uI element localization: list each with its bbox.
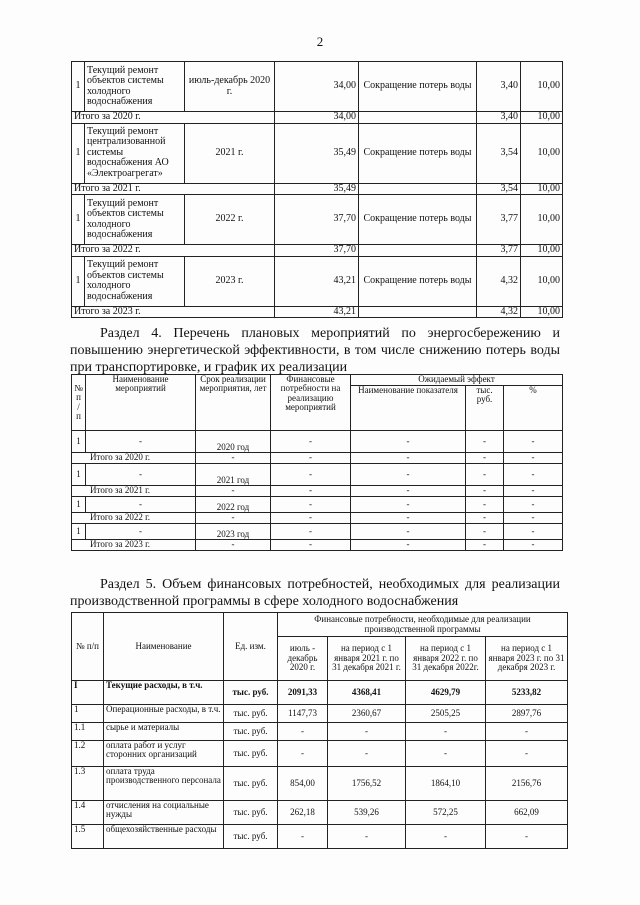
value-1: 4,32 xyxy=(477,306,521,318)
total-row xyxy=(72,245,563,257)
value-2022: 1864,10 xyxy=(406,767,486,801)
value-2020: 262,18 xyxy=(278,801,328,825)
row-number: 1 xyxy=(72,497,86,513)
total-label: Итого за 2021 г. xyxy=(72,486,196,497)
row-number: 1 xyxy=(72,62,85,112)
measure-name: - xyxy=(86,431,196,453)
finance: - xyxy=(271,497,351,513)
t3-header-unit: Ед. изм. xyxy=(224,613,278,681)
value-2020: 2091,33 xyxy=(278,681,328,705)
item-name: Операционные расходы, в т.ч. xyxy=(104,705,224,723)
energy-saving-table xyxy=(71,374,563,551)
rub: - xyxy=(466,497,504,513)
unit: тыс. руб. xyxy=(224,767,278,801)
total-label: Итого за 2020 г. xyxy=(72,453,196,464)
effect-empty xyxy=(359,245,477,257)
effect: Сокращение потерь воды xyxy=(359,123,477,183)
t3-header-p2: на период с 1 января 2021 г. по 31 декабря 2021 г. xyxy=(328,637,406,681)
period: 2023 г. xyxy=(185,256,275,306)
value-2021: 4368,41 xyxy=(328,681,406,705)
rub: - xyxy=(466,464,504,486)
row-number: 1.5 xyxy=(72,825,104,849)
total-row xyxy=(72,183,563,195)
term: - xyxy=(196,540,271,551)
value-2020: 1147,73 xyxy=(278,705,328,723)
row-number: 1.2 xyxy=(72,741,104,767)
financial-needs-table xyxy=(71,612,568,849)
value-2: 10,00 xyxy=(521,112,563,124)
work-name: Текущий ремонт объектов системы холодного водоснабжения xyxy=(85,62,185,112)
value-2022: - xyxy=(406,723,486,741)
indicator: - xyxy=(351,513,466,524)
row-number: 1 xyxy=(72,195,85,245)
table-row xyxy=(72,195,563,245)
total-row xyxy=(72,486,563,497)
table-row xyxy=(72,801,568,825)
value-2020: - xyxy=(278,825,328,849)
value-2022: - xyxy=(406,741,486,767)
rub: - xyxy=(466,513,504,524)
table-row xyxy=(72,825,568,849)
item-name: Текущие расходы, в т.ч. xyxy=(104,681,224,705)
t2-header-pct: % xyxy=(504,386,563,431)
indicator: - xyxy=(351,524,466,540)
t2-header-term: Срок реализации мероприятия, лет xyxy=(196,375,271,431)
value-2023: 2897,76 xyxy=(486,705,568,723)
work-name: Текущий ремонт объектов системы холодного водоснабжения xyxy=(85,256,185,306)
value-2021: - xyxy=(328,723,406,741)
effect-empty xyxy=(359,183,477,195)
period: июль-декабрь 2020 г. xyxy=(185,62,275,112)
measure-name: - xyxy=(86,464,196,486)
item-name: оплата работ и услуг сторонних организаций xyxy=(104,741,224,767)
t3-header-num: № п/п xyxy=(72,613,104,681)
value-2021: - xyxy=(328,825,406,849)
total-row xyxy=(72,112,563,124)
indicator: - xyxy=(351,431,466,453)
effect-empty xyxy=(359,112,477,124)
total-row xyxy=(72,513,563,524)
term: 2023 год xyxy=(196,524,271,540)
value-2022: 572,25 xyxy=(406,801,486,825)
total-label: Итого за 2021 г. xyxy=(72,183,275,195)
work-name: Текущий ремонт объектов системы холодного водоснабжения xyxy=(85,195,185,245)
value-2020: 854,00 xyxy=(278,767,328,801)
total-label: Итого за 2023 г. xyxy=(72,540,196,551)
term: - xyxy=(196,453,271,464)
finance: - xyxy=(271,464,351,486)
unit: тыс. руб. xyxy=(224,825,278,849)
value-1: 3,40 xyxy=(477,112,521,124)
cost: 37,70 xyxy=(275,195,359,245)
value-1: 4,32 xyxy=(477,256,521,306)
t3-header-group: Финансовые потребности, необходимые для реализации производственной программы xyxy=(278,613,568,637)
measure-name: - xyxy=(86,524,196,540)
pct: - xyxy=(504,513,563,524)
row-number: 1 xyxy=(72,524,86,540)
row-number: 1 xyxy=(72,464,86,486)
total-row xyxy=(72,540,563,551)
value-2023: 5233,82 xyxy=(486,681,568,705)
row-number: 1.1 xyxy=(72,723,104,741)
total-label: Итого за 2020 г. xyxy=(72,112,275,124)
cost: 35,49 xyxy=(275,183,359,195)
cost: 43,21 xyxy=(275,256,359,306)
t2-header-name: Наименование мероприятий xyxy=(86,375,196,431)
item-name: отчисления на социальные нужды xyxy=(104,801,224,825)
item-name: сырье и материалы xyxy=(104,723,224,741)
table-row xyxy=(72,431,563,453)
section4-heading: Раздел 4. Перечень плановых мероприятий по энергосбережению и повышению энергетической эффективности, в том числе снижению потерь воды при транспортировке, и график их реализации xyxy=(70,326,560,375)
page-number: 2 xyxy=(316,34,324,49)
row-number: I xyxy=(72,681,104,705)
rub: - xyxy=(466,540,504,551)
item-name: общехозяйственные расходы xyxy=(104,825,224,849)
indicator: - xyxy=(351,540,466,551)
value-2022: 2505,25 xyxy=(406,705,486,723)
indicator: - xyxy=(351,486,466,497)
work-name: Текущий ремонт централизованной системы водоснабжения АО «Электроагрегат» xyxy=(85,123,185,183)
term: 2021 год xyxy=(196,464,271,486)
value-2023: - xyxy=(486,723,568,741)
value-2: 10,00 xyxy=(521,306,563,318)
total-label: Итого за 2023 г. xyxy=(72,306,275,318)
value-2021: - xyxy=(328,741,406,767)
t2-header-indicator: Наименование показателя xyxy=(351,386,466,431)
value-2: 10,00 xyxy=(521,62,563,112)
value-2: 10,00 xyxy=(521,195,563,245)
term: 2020 год xyxy=(196,431,271,453)
indicator: - xyxy=(351,497,466,513)
rub: - xyxy=(466,431,504,453)
t2-header-effect: Ожидаемый эффект xyxy=(351,375,563,386)
unit: тыс. руб. xyxy=(224,723,278,741)
rub: - xyxy=(466,524,504,540)
period: 2022 г. xyxy=(185,195,275,245)
row-number: 1 xyxy=(72,123,85,183)
unit: тыс. руб. xyxy=(224,801,278,825)
table-row xyxy=(72,681,568,705)
value-2022: 4629,79 xyxy=(406,681,486,705)
table-row xyxy=(72,524,563,540)
rub: - xyxy=(466,486,504,497)
section5-heading: Раздел 5. Объем финансовых потребностей, необходимых для реализации производственной программы в сфере холодного водоснабжения xyxy=(70,577,560,609)
value-2021: 1756,52 xyxy=(328,767,406,801)
t3-header-p3: на период с 1 января 2022 г. по 31 декабря 2022г. xyxy=(406,637,486,681)
row-number: 1.3 xyxy=(72,767,104,801)
rub: - xyxy=(466,453,504,464)
unit: тыс. руб. xyxy=(224,741,278,767)
finance: - xyxy=(271,486,351,497)
term: 2022 год xyxy=(196,497,271,513)
unit: тыс. руб. xyxy=(224,705,278,723)
total-label: Итого за 2022 г. xyxy=(72,513,196,524)
value-2: 10,00 xyxy=(521,183,563,195)
effect: Сокращение потерь воды xyxy=(359,195,477,245)
indicator: - xyxy=(351,464,466,486)
table-row xyxy=(72,767,568,801)
total-row xyxy=(72,453,563,464)
table-row xyxy=(72,723,568,741)
cost: 34,00 xyxy=(275,62,359,112)
effect: Сокращение потерь воды xyxy=(359,256,477,306)
effect: Сокращение потерь воды xyxy=(359,62,477,112)
value-1: 3,40 xyxy=(477,62,521,112)
t3-header-p4: на период с 1 января 2023 г. по 31 декабря 2023 г. xyxy=(486,637,568,681)
table-row xyxy=(72,256,563,306)
value-1: 3,77 xyxy=(477,245,521,257)
value-2020: - xyxy=(278,741,328,767)
value-2021: 539,26 xyxy=(328,801,406,825)
finance: - xyxy=(271,431,351,453)
finance: - xyxy=(271,453,351,464)
pct: - xyxy=(504,453,563,464)
t2-header-num: № п / п xyxy=(72,375,86,431)
table-row xyxy=(72,62,563,112)
row-number: 1 xyxy=(72,431,86,453)
row-number: 1.4 xyxy=(72,801,104,825)
total-label: Итого за 2022 г. xyxy=(72,245,275,257)
t2-header-rub: тыс. руб. xyxy=(466,386,504,431)
cost: 34,00 xyxy=(275,112,359,124)
finance: - xyxy=(271,540,351,551)
term: - xyxy=(196,486,271,497)
value-1: 3,54 xyxy=(477,123,521,183)
table-row xyxy=(72,497,563,513)
t2-header-finance: Финансовые потребности на реализацию мероприятий xyxy=(271,375,351,431)
measure-name: - xyxy=(86,497,196,513)
indicator: - xyxy=(351,453,466,464)
pct: - xyxy=(504,497,563,513)
value-2023: 2156,76 xyxy=(486,767,568,801)
table-row xyxy=(72,464,563,486)
pct: - xyxy=(504,524,563,540)
unit: тыс. руб. xyxy=(224,681,278,705)
t3-header-p1: июль - декабрь 2020 г. xyxy=(278,637,328,681)
value-2021: 2360,67 xyxy=(328,705,406,723)
cost: 43,21 xyxy=(275,306,359,318)
finance: - xyxy=(271,513,351,524)
pct: - xyxy=(504,540,563,551)
table-row xyxy=(72,705,568,723)
effect-empty xyxy=(359,306,477,318)
table-row xyxy=(72,123,563,183)
cost: 35,49 xyxy=(275,123,359,183)
pct: - xyxy=(504,486,563,497)
value-1: 3,77 xyxy=(477,195,521,245)
value-2: 10,00 xyxy=(521,123,563,183)
table-row xyxy=(72,741,568,767)
value-2: 10,00 xyxy=(521,256,563,306)
period: 2021 г. xyxy=(185,123,275,183)
value-2023: 662,09 xyxy=(486,801,568,825)
total-row xyxy=(72,306,563,318)
item-name: оплата труда производственного персонала xyxy=(104,767,224,801)
row-number: 1 xyxy=(72,705,104,723)
value-2023: - xyxy=(486,741,568,767)
row-number: 1 xyxy=(72,256,85,306)
finance: - xyxy=(271,524,351,540)
term: - xyxy=(196,513,271,524)
value-2022: - xyxy=(406,825,486,849)
cost: 37,70 xyxy=(275,245,359,257)
value-2023: - xyxy=(486,825,568,849)
value-2: 10,00 xyxy=(521,245,563,257)
value-1: 3,54 xyxy=(477,183,521,195)
value-2020: - xyxy=(278,723,328,741)
repair-plan-table xyxy=(71,61,563,318)
t3-header-name: Наименование xyxy=(104,613,224,681)
pct: - xyxy=(504,464,563,486)
pct: - xyxy=(504,431,563,453)
